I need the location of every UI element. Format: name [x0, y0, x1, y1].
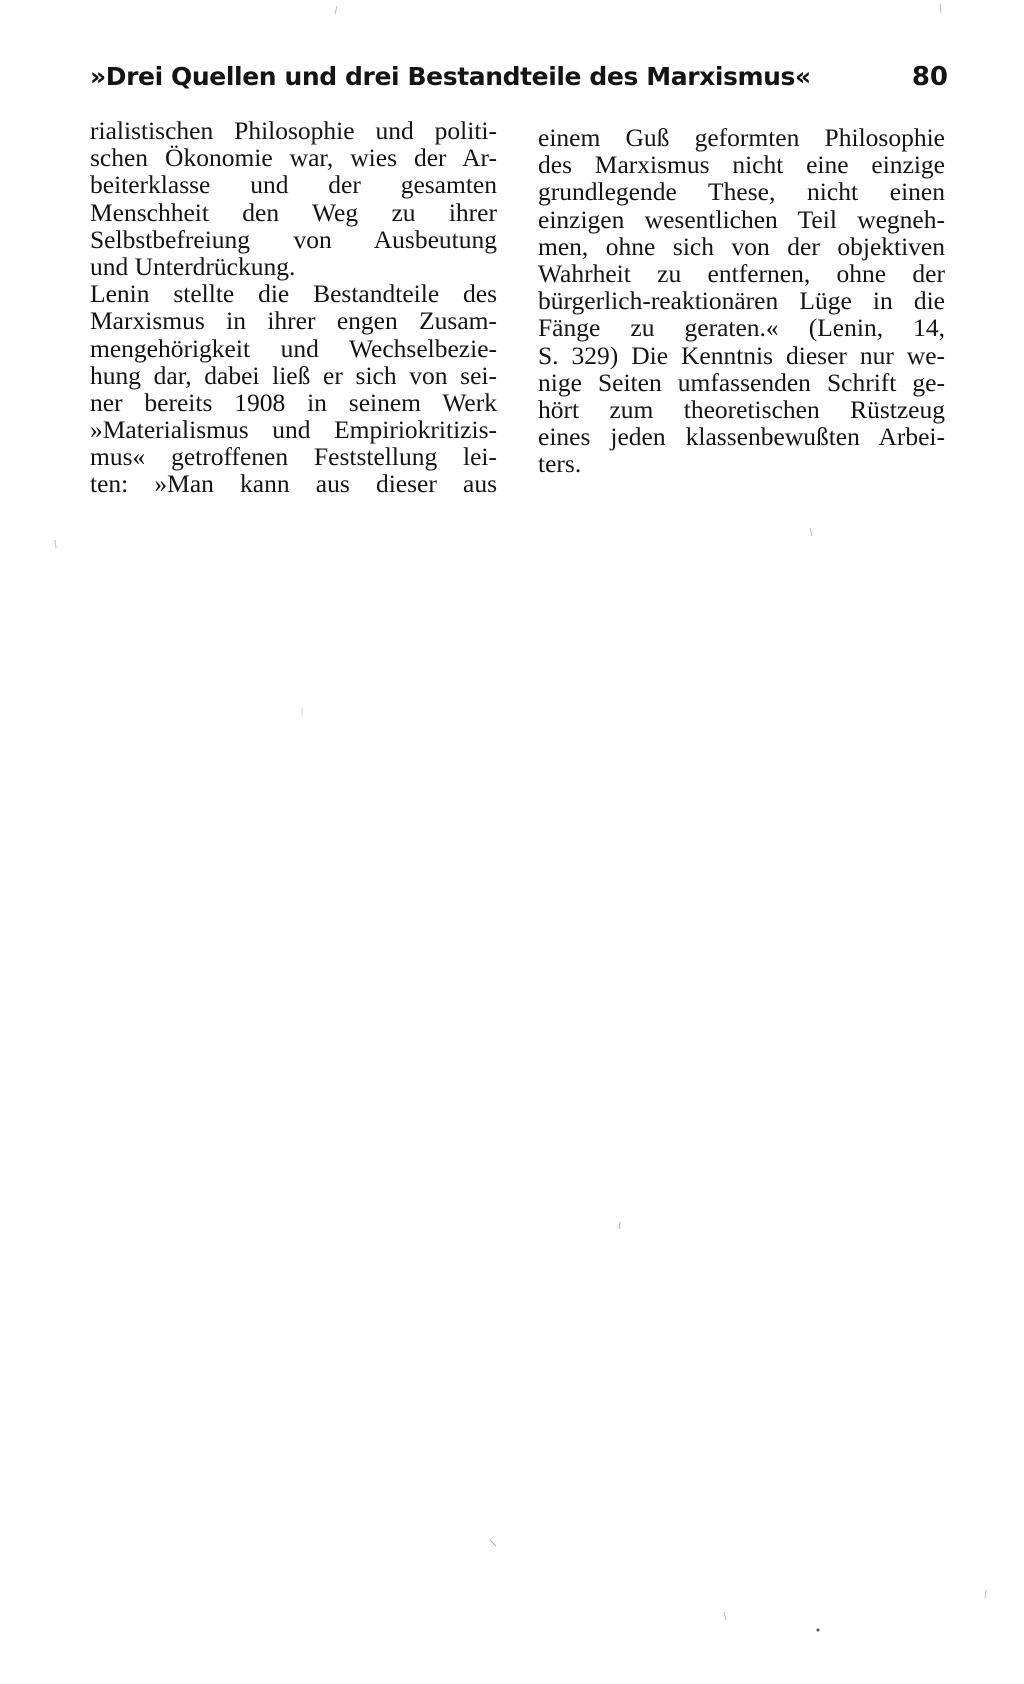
- text-line: »Materialismus und Empiriokritizis-: [90, 415, 497, 445]
- text-line: schen Ökonomie war, wies der Ar-: [90, 143, 497, 173]
- text-line: ner bereits 1908 in seinem Werk: [90, 387, 497, 417]
- text-line: mengehörigkeit und Wechselbezie-: [90, 333, 497, 363]
- scan-speck: [490, 1540, 496, 1546]
- text-line: men, ohne sich von der objektiven: [538, 231, 945, 261]
- text-line: des Marxismus nicht eine einzige: [538, 150, 945, 180]
- text-line: einzigen wesentlichen Teil wegneh-: [538, 204, 945, 234]
- scan-speck: [816, 1628, 819, 1631]
- text-line: einem Guß geformten Philosophie: [538, 123, 945, 152]
- text-line: Marxismus in ihrer engen Zusam-: [90, 306, 497, 336]
- text-line: S. 329) Die Kenntnis dieser nur we-: [538, 340, 945, 370]
- running-title: »Drei Quellen und drei Bestandteile des Marxismus«: [90, 62, 811, 91]
- text-line: hört zum theoretischen Rüstzeug: [538, 394, 945, 424]
- scan-speck: [335, 6, 337, 14]
- text-line: beiterklasse und der gesamten: [90, 170, 497, 200]
- scan-speck: [724, 1612, 726, 1620]
- page-number: 80: [911, 62, 948, 92]
- text-line: Fänge zu geraten.« (Lenin, 14,: [538, 313, 945, 343]
- text-line: grundlegende These, nicht einen: [538, 177, 945, 207]
- text-line: ten: »Man kann aus dieser aus: [90, 469, 497, 499]
- text-line: Selbstbefreiung von Ausbeutung: [90, 224, 497, 254]
- scan-speck: [55, 540, 56, 548]
- text-line: eines jeden klassenbewußten Arbei-: [538, 422, 945, 452]
- text-line: und Unterdrückung.: [90, 251, 296, 281]
- text-line: hung dar, dabei ließ er sich von sei-: [90, 360, 497, 390]
- text-line: ters.: [538, 449, 582, 479]
- scan-speck: [940, 4, 941, 13]
- scan-speck: [619, 1222, 620, 1229]
- text-line: nige Seiten umfassenden Schrift ge-: [538, 367, 945, 397]
- scan-speck: [810, 528, 812, 536]
- text-line: Wahrheit zu entfernen, ohne der: [538, 258, 945, 288]
- text-line: Menschheit den Weg zu ihrer: [90, 197, 497, 227]
- text-line: Lenin stellte die Bestandteile des: [90, 279, 497, 309]
- scan-speck: [985, 1590, 986, 1598]
- text-line: rialistischen Philosophie und politi-: [90, 116, 497, 145]
- text-line: mus« getroffenen Feststellung lei-: [90, 442, 497, 472]
- text-line: bürgerlich-reaktionären Lüge in die: [538, 286, 945, 316]
